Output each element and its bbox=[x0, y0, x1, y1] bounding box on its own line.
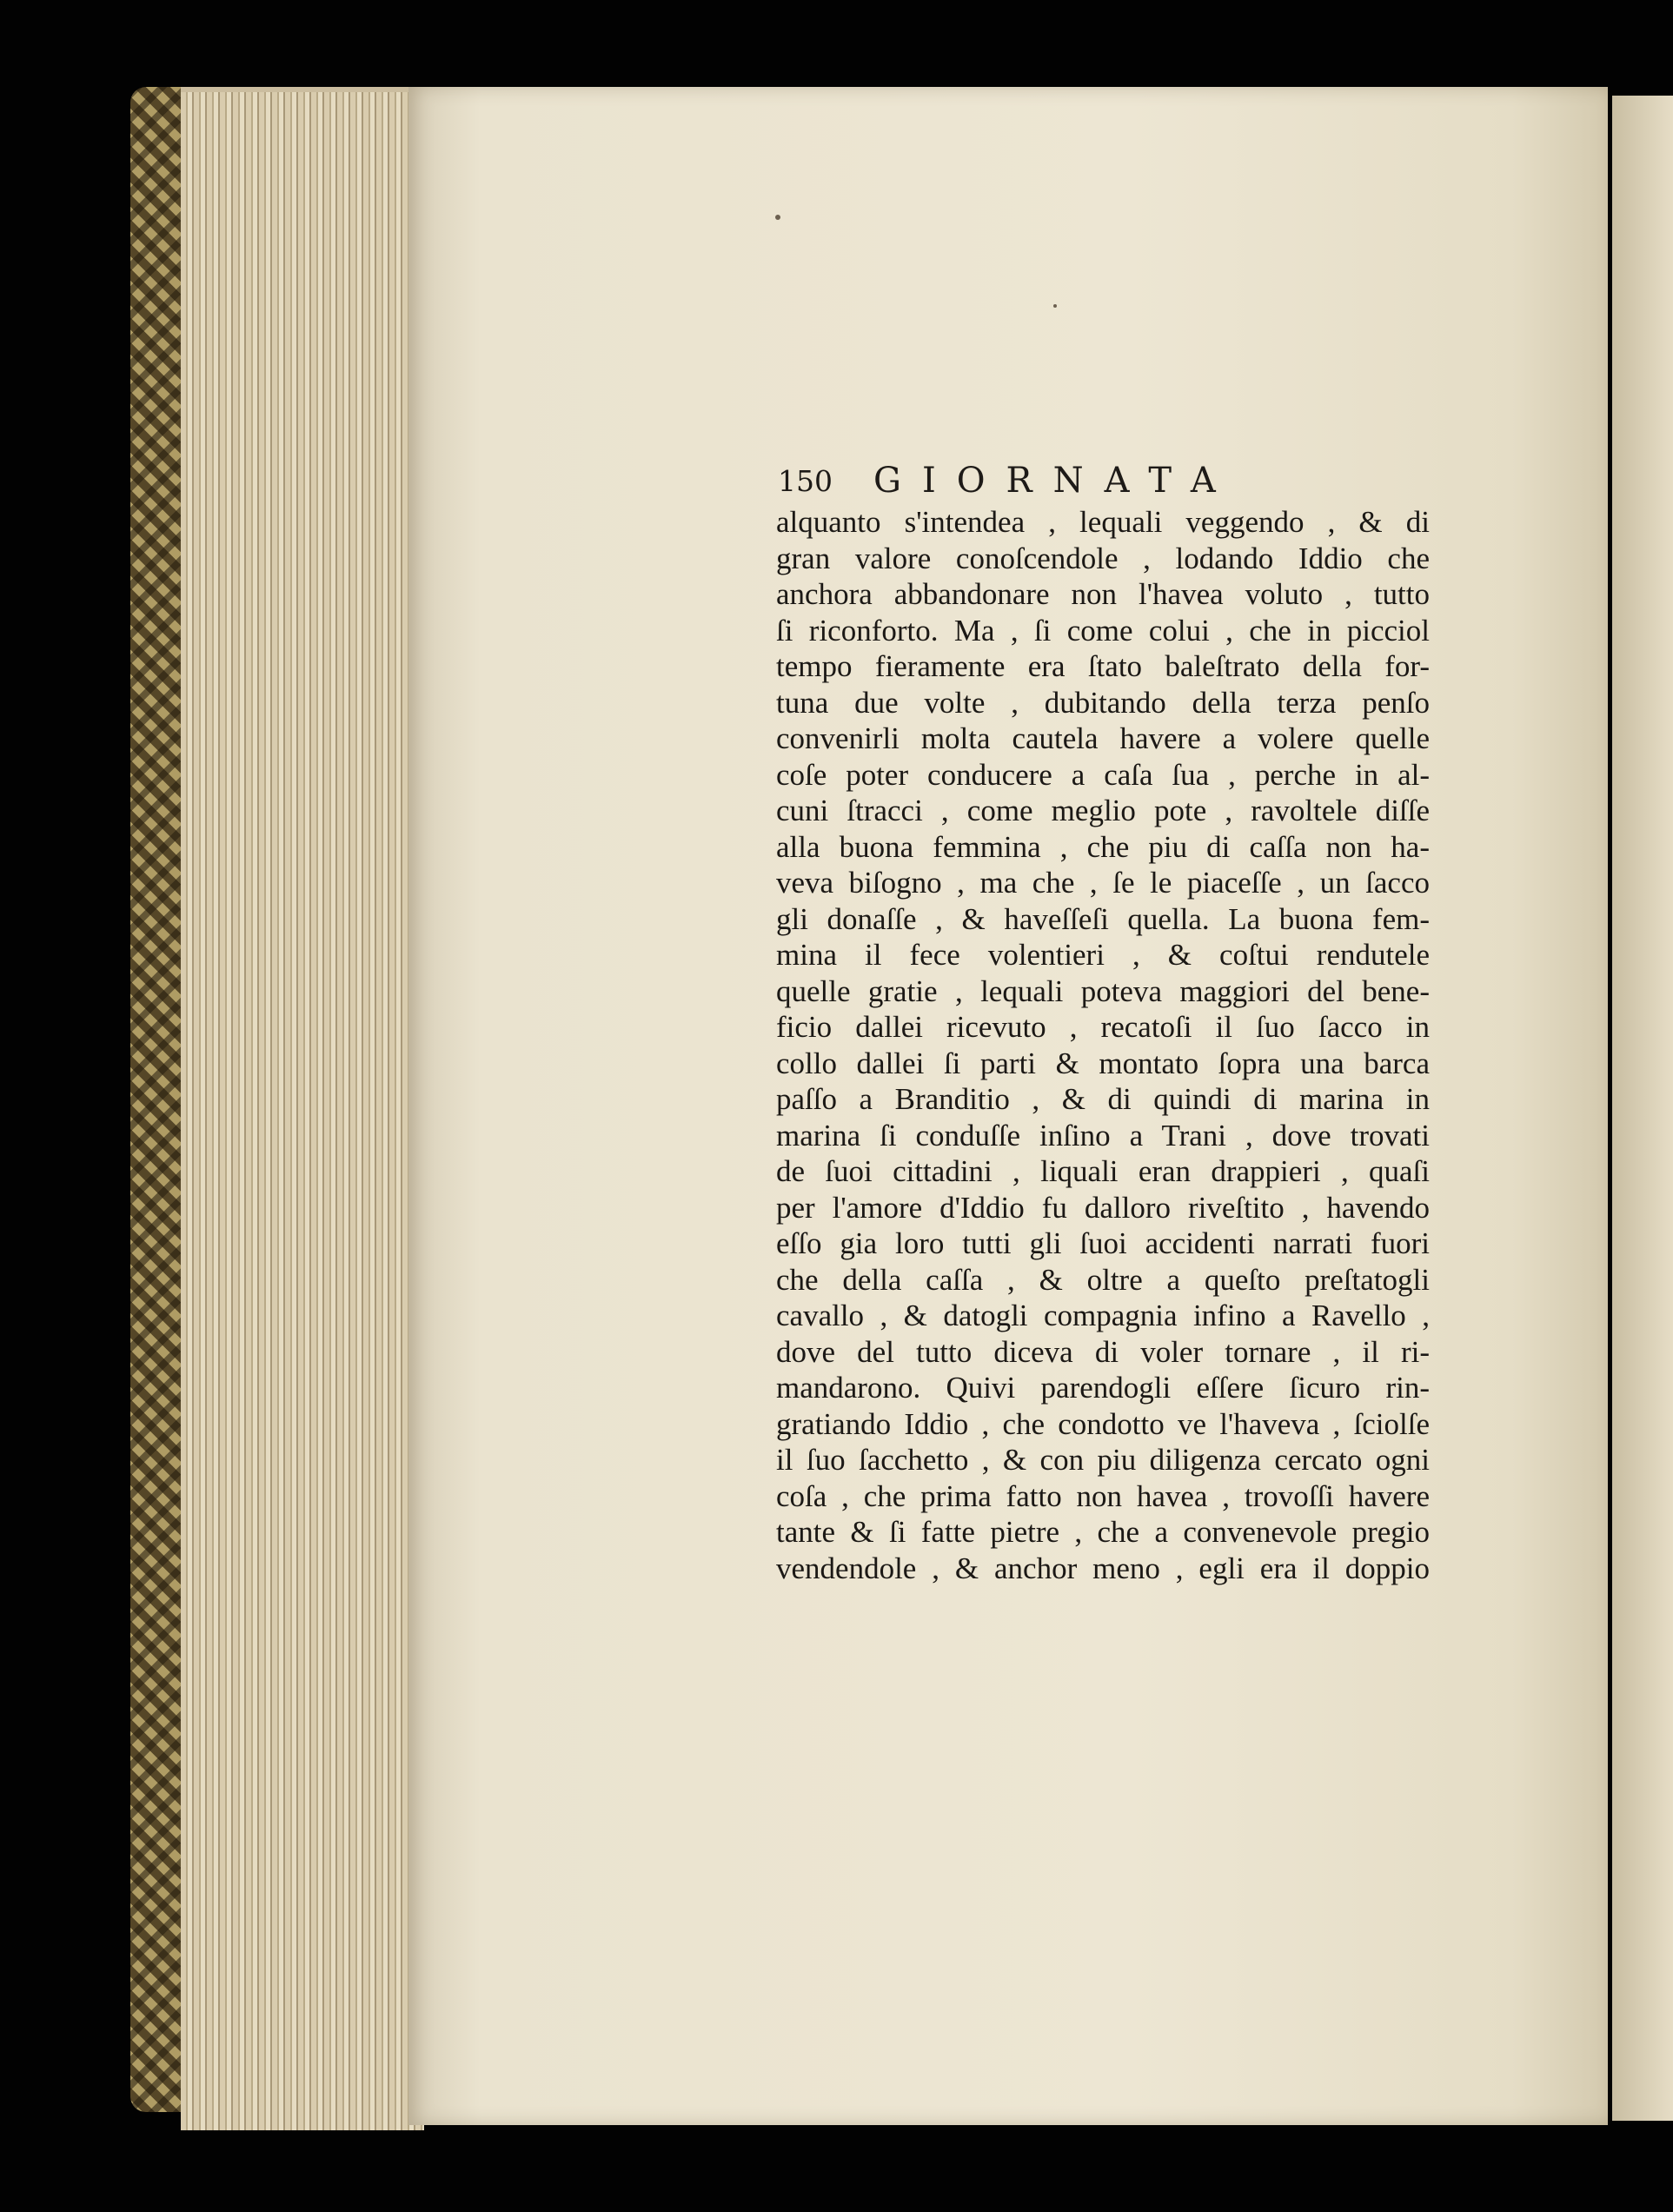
text-line: ficio dallei ricevuto , recatoſi il ſuo ſacco in bbox=[776, 1010, 1430, 1044]
text-line: gli donaſſe , & haveſſeſi quella. La buona fem- bbox=[776, 901, 1430, 936]
text-line: coſe poter conducere a caſa ſua , perche in al- bbox=[776, 757, 1430, 792]
page-edges bbox=[181, 87, 424, 2130]
text-line: mandarono. Quivi parendogli eſſere ſicuro rin- bbox=[776, 1371, 1430, 1405]
text-line: coſa , che prima fatto non havea , trovoſſi havere bbox=[776, 1478, 1430, 1513]
text-line: cuni ſtracci , come meglio pote , ravoltele diſſe bbox=[776, 794, 1430, 827]
text-line: il ſuo ſacchetto , & con piu diligenza cercato ogni bbox=[776, 1443, 1430, 1477]
text-line: de ſuoi cittadini , liquali eran drappieri , quaſi bbox=[776, 1154, 1430, 1188]
paper-speck bbox=[1053, 304, 1057, 308]
text-line: collo dallei ſi parti & montato ſopra una barca bbox=[776, 1046, 1430, 1080]
text-line: convenirli molta cautela havere a volere quelle bbox=[776, 721, 1430, 755]
text-line: eſſo gia loro tutti gli ſuoi accidenti narrati fuori bbox=[776, 1226, 1430, 1260]
text-line: paſſo a Branditio , & di quindi di marina in bbox=[776, 1082, 1430, 1116]
text-line: alquanto s'intendea , lequali veggendo , & di bbox=[776, 505, 1430, 539]
text-line: tuna due volte , dubitando della terza penſo bbox=[776, 685, 1430, 720]
facing-page-edge bbox=[1612, 96, 1673, 2121]
text-line: veva biſogno , ma che , ſe le piaceſſe , un ſacco bbox=[776, 866, 1430, 900]
text-line: marina ſi conduſſe inſino a Trani , dove trovati bbox=[776, 1118, 1430, 1152]
text-line: vendendole , & anchor meno , egli era il doppio bbox=[776, 1551, 1430, 1585]
text-line: alla buona femmina , che piu di caſſa non ha- bbox=[776, 829, 1430, 864]
text-block bbox=[776, 504, 1430, 1586]
text-line: tante & ſi fatte pietre , che a convenevole pregio bbox=[776, 1515, 1430, 1549]
text-line: gratiando Iddio , che condotto ve l'haveva , ſciolſe bbox=[776, 1406, 1430, 1441]
text-line: che della caſſa , & oltre a queſto preſtatogli bbox=[776, 1262, 1430, 1297]
text-line: ſi riconforto. Ma , ſi come colui , che in picciol bbox=[776, 613, 1430, 648]
text-line: mina il fece volentieri , & coſtui rendutele bbox=[776, 938, 1430, 972]
text-line: quelle gratie , lequali poteva maggiori del bene- bbox=[776, 973, 1430, 1008]
text-line: per l'amore d'Iddio fu dalloro riveſtito , havendo bbox=[776, 1190, 1430, 1225]
text-line: cavallo , & datogli compagnia infino a Ravello , bbox=[776, 1299, 1430, 1332]
text-line: anchora abbandonare non l'havea voluto , tutto bbox=[776, 577, 1430, 611]
page-header bbox=[778, 461, 1421, 504]
page-number: 150 bbox=[778, 464, 833, 498]
text-line: tempo fieramente era ſtato baleſtrato della for- bbox=[776, 649, 1430, 683]
paper-speck bbox=[775, 215, 780, 220]
running-head: GIORNATA bbox=[873, 461, 1237, 501]
book-spine bbox=[130, 87, 183, 2112]
text-line: gran valore conoſcendole , lodando Iddio che bbox=[776, 541, 1430, 575]
text-line: dove del tutto diceva di voler tornare , il ri- bbox=[776, 1334, 1430, 1369]
